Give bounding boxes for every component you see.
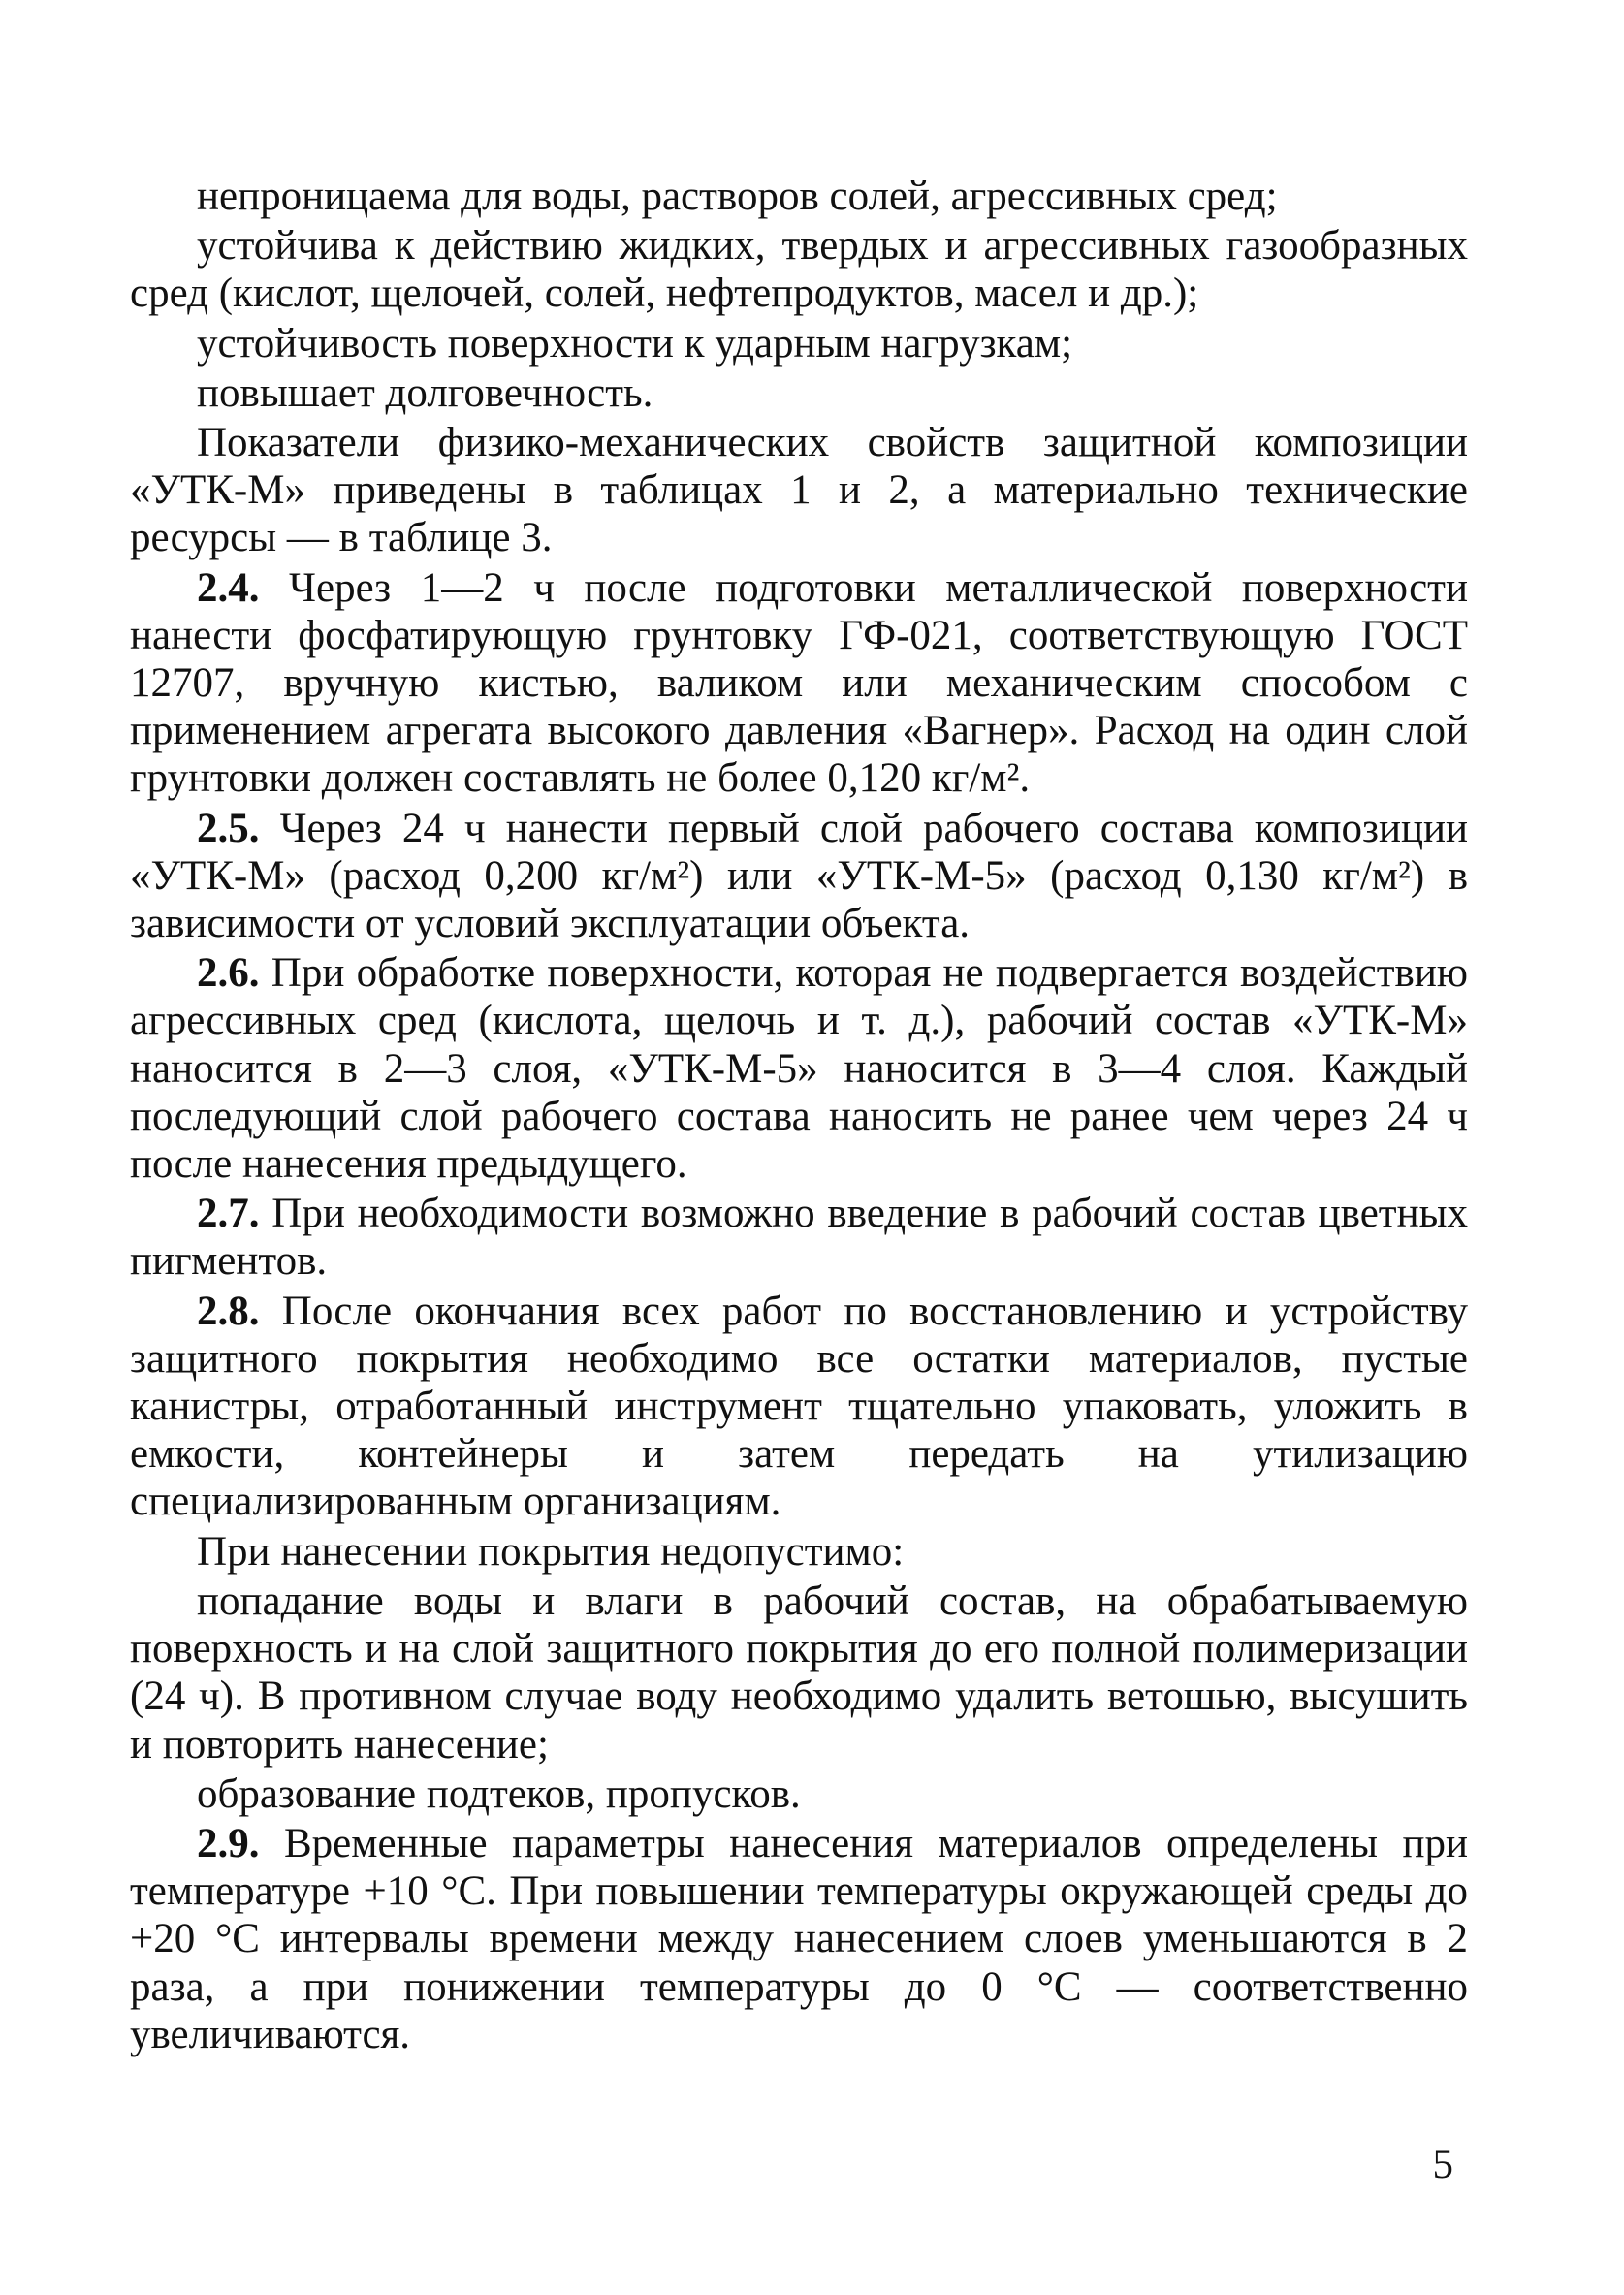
property-chemical-resistance: устойчива к действию жидких, твердых и агрессивных газообразных сред (кислот, щелочей, солей, нефтепродуктов, масел и др.); xyxy=(130,223,1468,317)
paragraph-indicators: Показатели физико-механических свойств защитной композиции «УТК-М» приведены в таблицах 1 и 2, а материально технические ресурсы — в таблице 3. xyxy=(130,420,1468,561)
clause-number: 2.8. xyxy=(197,1288,260,1334)
property-impact-resistance: устойчивость поверхности к ударным нагрузкам; xyxy=(197,320,1073,367)
clause-2-9 xyxy=(130,1820,1468,2058)
paragraph-forbidden-water: попадание воды и влаги в рабочий состав, на обрабатываемую поверхность и на слой защитного покрытия до его полной полимеризации (24 ч). В противном случае воду необходимо удалить ветошью, высушить и повторить нанесение; xyxy=(130,1578,1468,1768)
clause-number: 2.4. xyxy=(197,564,260,611)
clause-text: Через 1—2 ч после подготовки металлической поверхности нанести фосфатирующую грунтовку ГФ-021, соответствующую ГОСТ 12707, вручную кистью, валиком или механическим способом с применением агрегата высокого давления «Вагнер». Расход на один слой грунтовки должен составлять не более 0,120 кг/м². xyxy=(130,564,1468,802)
clause-text: После окончания всех работ по восстановлению и устройству защитного покрытия необходимо все остатки материалов, пустые канистры, отработанный инструмент тщательно упаковать, уложить в емкости, контейнеры и затем передать на утилизацию специализированным организациям. xyxy=(130,1288,1468,1525)
clause-number: 2.6. xyxy=(197,950,260,997)
clause-number: 2.5. xyxy=(197,805,260,851)
clause-number: 2.7. xyxy=(197,1191,260,1237)
page-number: 5 xyxy=(1432,2142,1453,2187)
body-text xyxy=(130,173,1468,2058)
paragraph-forbidden-intro: При нанесении покрытия недопустимо: xyxy=(197,1528,905,1575)
property-durability: повышает долговечность. xyxy=(197,369,653,416)
clause-2-4 xyxy=(130,564,1468,803)
paragraph-forbidden-drips: образование подтеков, пропусков. xyxy=(197,1770,801,1817)
clause-2-8 xyxy=(130,1288,1468,1526)
property-watertight: непроницаема для воды, растворов солей, агрессивных сред; xyxy=(197,174,1278,219)
clause-text: При обработке поверхности, которая не подвергается воздействию агрессивных сред (кислота, щелочь и т. д.), рабочий состав «УТК-М» наносится в 2—3 слоя, «УТК-М-5» наносится в 3—4 слоя. Каждый последующий слой рабочего состава наносить не ранее чем через 24 ч после нанесения предыдущего. xyxy=(130,950,1468,1188)
clause-text: При необходимости возможно введение в рабочий состав цветных пигментов. xyxy=(130,1191,1468,1285)
clause-2-7 xyxy=(130,1190,1468,1285)
clause-number: 2.9. xyxy=(197,1820,260,1866)
clause-text: Через 24 ч нанести первый слой рабочего состава композиции «УТК-М» (расход 0,200 кг/м²) или «УТК-М-5» (расход 0,130 кг/м²) в зависимости от условий эксплуатации объекта. xyxy=(130,805,1468,947)
clause-2-6 xyxy=(130,949,1468,1188)
clause-text: Временные параметры нанесения материалов определены при температуре +10 °С. При повышении температуры окружающей среды до +20 °С интервалы времени между нанесением слоев уменьшаются в 2 раза, а при понижении температуры до 0 °С — соответственно увеличиваются. xyxy=(130,1820,1468,2057)
clause-2-5 xyxy=(130,805,1468,948)
